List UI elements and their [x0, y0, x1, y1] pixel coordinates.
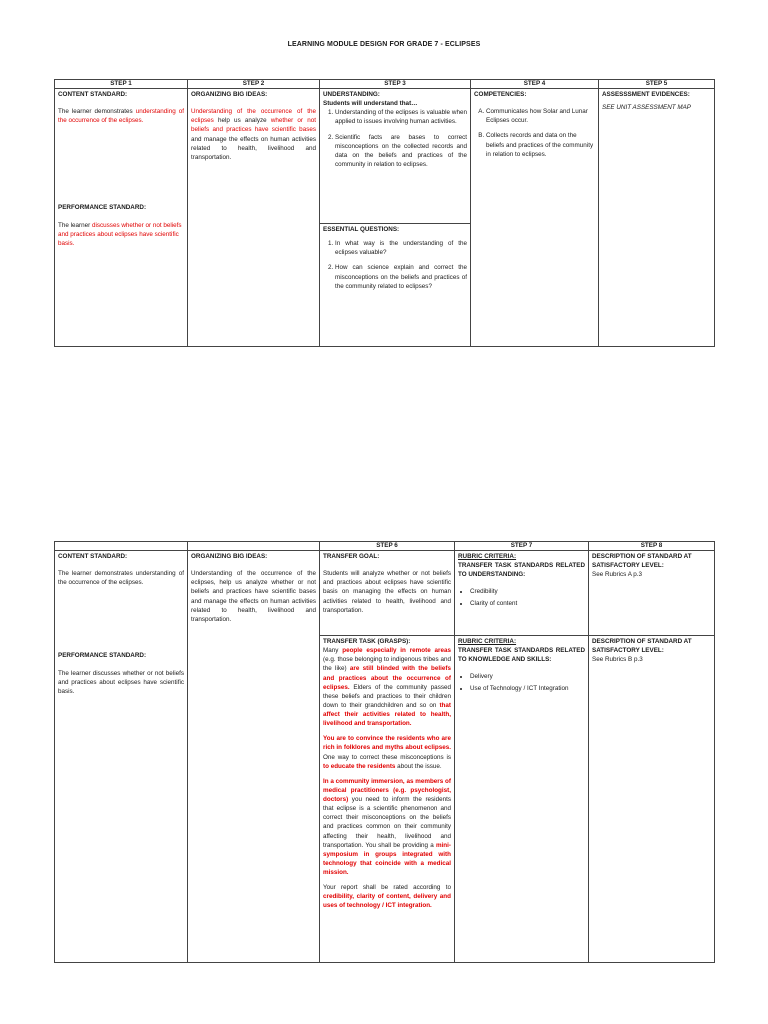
performance-standard-text: The learner discusses whether or not beliefs and practices about eclipses have scientific basis. [58, 669, 184, 695]
performance-standard-label: PERFORMANCE STANDARD: [58, 652, 147, 660]
transfer-task-label: TRANSFER TASK (GRASPS): [323, 638, 411, 645]
essential-question-2: 2. How can science explain and correct the misconceptions on the beliefs and practices of the community related to eclipses? [335, 263, 467, 290]
rubric-item: • Clarity of content [470, 599, 585, 608]
rubric-knowledge-cell [455, 636, 589, 963]
big-ideas-label: ORGANIZING BIG IDEAS: [191, 91, 268, 98]
step-3-understanding-cell [320, 89, 471, 224]
performance-standard-text: The learner discusses whether or not beliefs and practices about eclipses have scientific basis. [58, 221, 182, 247]
satisfactory-level-cell-1 [589, 551, 715, 636]
rubrics-b-reference: See Rubrics B p.3 [592, 656, 643, 664]
step-5-header: STEP 5 [599, 80, 715, 89]
assessment-evidences-label: ASSESSSMENT EVIDENCES: [602, 91, 690, 98]
standards-cell [55, 551, 188, 963]
step-4-cell [471, 89, 599, 347]
competencies-label: COMPETENCIES: [474, 91, 527, 98]
big-ideas-text: Understanding of the occurrence of the eclipses, help us analyze whether or not beliefs and practices have scientific bases and manage the effects on human activities related to health, livelihood and transportation. [191, 570, 316, 623]
competency-b: B. Collects records and data on the beliefs and practices of the community in relation to eclipses. [486, 131, 595, 158]
satisfactory-level-cell-2 [589, 636, 715, 963]
step-5-cell [599, 89, 715, 347]
blank-header-1 [55, 542, 188, 551]
step-1-cell [55, 89, 188, 347]
step-2-cell [188, 89, 320, 347]
essential-question-1: 1. In what way is the understanding of the eclipses valuable? [335, 239, 467, 257]
rubric-item: • Use of Technology / ICT Integration [470, 684, 585, 693]
step-6-header: STEP 6 [320, 542, 455, 551]
rubric-criteria-label: RUBRIC CRITERIA: [458, 638, 517, 645]
module-table-1 [54, 79, 715, 347]
step-7-header: STEP 7 [455, 542, 589, 551]
content-standard-label: CONTENT STANDARD: [58, 553, 128, 560]
table-1-header-row [55, 80, 715, 89]
rubric-understanding-title: TRANSFER TASK STANDARDS RELATED TO UNDERSTANDING: [458, 562, 585, 579]
rubrics-a-reference: See Rubrics A p.3 [592, 571, 643, 579]
rubric-knowledge-title: TRANSFER TASK STANDARDS RELATED TO KNOWLEDGE AND SKILLS: [458, 647, 585, 664]
understanding-intro: Students will understand that… [323, 100, 418, 108]
assessment-map-reference: SEE UNIT ASSESSMENT MAP [602, 104, 691, 112]
transfer-goal-label: TRANSFER GOAL: [323, 553, 380, 560]
transfer-goal-text: Students will analyze whether or not beliefs and practices about eclipses have scientific basis on managing the effects on human activities related to health, livelihood and transportation. [323, 570, 451, 614]
step-2-header: STEP 2 [188, 80, 320, 89]
content-standard-text: The learner demonstrates understanding of the occurrence of the eclipses. [58, 108, 184, 125]
big-ideas-cell [188, 551, 320, 963]
transfer-task-cell [320, 636, 455, 963]
rubric-item: • Delivery [470, 672, 585, 681]
satisfactory-level-title: DESCRIPTION OF STANDARD AT SATISFACTORY LEVEL: [592, 553, 692, 570]
page-title: LEARNING MODULE DESIGN FOR GRADE 7 - ECLIPSES [287, 41, 481, 48]
module-table-2 [54, 541, 715, 963]
rubric-understanding-cell [455, 551, 589, 636]
rubric-criteria-label: RUBRIC CRITERIA: [458, 553, 517, 560]
understanding-item-2: 2. Scientific facts are bases to correct misconceptions on the collected records and data on the beliefs and practices of the community in relation to eclipses. [335, 133, 467, 170]
essential-questions-label: ESSENTIAL QUESTIONS: [323, 226, 400, 233]
rubric-item: • Credibility [470, 587, 585, 596]
transfer-task-paragraph-2: You are to convince the residents who are rich in folklores and myths about eclipses. One way to correct these misconceptions is to educate the residents about the issue. [323, 735, 451, 770]
competency-a: A. Communicates how Solar and Lunar Eclipses occur. [486, 107, 595, 125]
performance-standard-label: PERFORMANCE STANDARD: [58, 204, 147, 212]
transfer-goal-cell [320, 551, 455, 636]
understanding-item-1: 1. Understanding of the eclipses is valuable when applied to issues involving human activities. [335, 108, 467, 126]
transfer-task-paragraph-1: Many people especially in remote areas (e.g. those belonging to indigenous tribes and the like) are still blinded with the beliefs and practices about the occurrence of eclipses. Elders of the community passed these beliefs and practices to their children down to their grandchildren and so on that affect their activities related to health, livelihood and transportation. [323, 647, 451, 728]
understanding-label: UNDERSTANDING: [323, 91, 380, 98]
table-2-header-row [55, 542, 715, 551]
step-3-essential-questions-cell [320, 224, 471, 347]
content-standard-label: CONTENT STANDARD: [58, 91, 128, 98]
content-standard-text: The learner demonstrates understanding of the occurrence of the eclipses. [58, 570, 184, 587]
step-8-header: STEP 8 [589, 542, 715, 551]
step-3-header: STEP 3 [320, 80, 471, 89]
transfer-task-paragraph-3: In a community immersion, as members of medical practitioners (e.g. psychologist, doctors) you need to inform the residents that eclipse is a scientific phenomenon and correct their misconceptions on the beliefs and practices common on their community affecting their health, livelihood and transportation. You shall be providing a mini-symposium in groups integrated with technology that coincide with a medical mission. [323, 777, 451, 876]
transfer-task-paragraph-4: Your report shall be rated according to credibility, clarity of content, delivery and uses of technology / ICT integration. [323, 884, 451, 910]
satisfactory-level-title: DESCRIPTION OF STANDARD AT SATISFACTORY LEVEL: [592, 638, 692, 655]
big-ideas-text: Understanding of the occurrence of the eclipses help us analyze whether or not beliefs and practices have scientific bases and manage the effects on human activities related to health, livelihood and transportation. [191, 108, 316, 161]
step-1-header: STEP 1 [55, 80, 188, 89]
big-ideas-label: ORGANIZING BIG IDEAS: [191, 553, 268, 560]
blank-header-2 [188, 542, 320, 551]
step-4-header: STEP 4 [471, 80, 599, 89]
